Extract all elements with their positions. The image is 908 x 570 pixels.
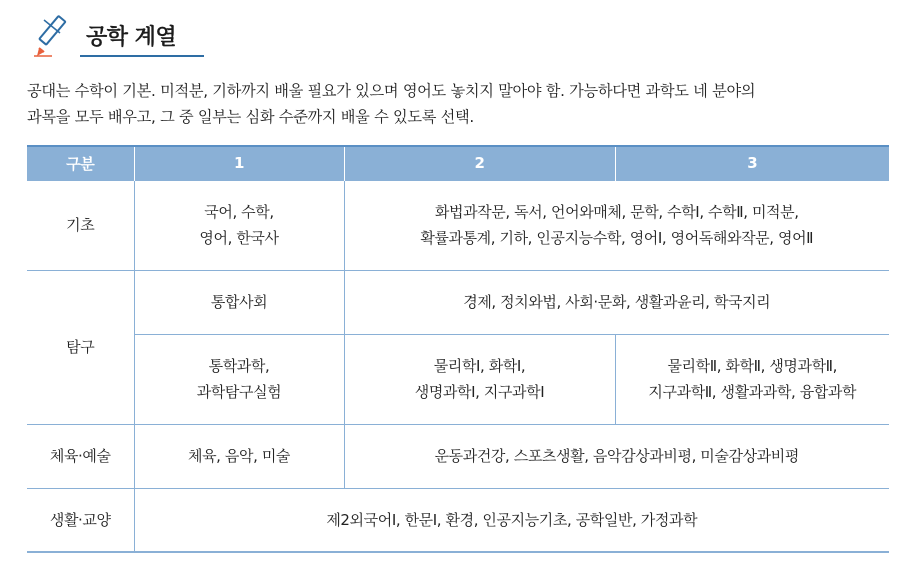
section-heading: [30, 12, 205, 58]
header-col-1: 1: [134, 146, 344, 180]
header-col-3: 3: [615, 146, 889, 180]
cell-line: 지구과학Ⅱ, 생활과과학, 융합과학: [648, 383, 857, 401]
intro-line: 공대는 수학이 기본. 미적분, 기하까지 배울 필요가 있으며 영어도 놓치지 말아야 함. 가능하다면 과학도 네 분야의: [27, 82, 756, 100]
table-cell: 운동과건강, 스포츠생활, 음악감상과비평, 미술감상과비평: [344, 424, 889, 488]
table-cell: [344, 334, 615, 424]
intro-paragraph: [27, 78, 897, 130]
table-cell: 체육, 음악, 미술: [134, 424, 344, 488]
cell-line: 생명과학Ⅰ, 지구과학Ⅰ: [414, 383, 545, 401]
table-row-inquiry-science: [27, 334, 889, 424]
intro-line: 과목을 모두 배우고, 그 중 일부는 심화 수준까지 배울 수 있도록 선택.: [27, 108, 474, 126]
category-cell: 탐구: [27, 270, 134, 424]
table-cell: [615, 334, 889, 424]
cell-line: 물리학Ⅰ, 화학Ⅰ,: [433, 357, 526, 375]
cell-line: 통학과학,: [208, 357, 270, 375]
header-col-2: 2: [344, 146, 615, 180]
table-row-basic: [27, 180, 889, 270]
header-category: 구분: [27, 146, 134, 180]
table-cell: [134, 180, 344, 270]
table-cell: [134, 334, 344, 424]
table-header-row: [27, 146, 889, 180]
curriculum-table: [27, 145, 889, 553]
cell-line: 화법과작문, 독서, 언어와매체, 문학, 수학Ⅰ, 수학Ⅱ, 미적분,: [434, 203, 799, 221]
page-title: 공학 계열: [86, 25, 177, 50]
table-cell: 통합사회: [134, 270, 344, 334]
category-cell: 생활·교양: [27, 488, 134, 552]
table-cell: 제2외국어Ⅰ, 한문Ⅰ, 환경, 인공지능기초, 공학일반, 가정과학: [134, 488, 889, 552]
cell-line: 영어, 한국사: [199, 229, 279, 247]
table-row-life: [27, 488, 889, 552]
table-cell: 경제, 정치와법, 사회·문화, 생활과윤리, 학국지리: [344, 270, 889, 334]
category-cell: 기초: [27, 180, 134, 270]
cell-line: 국어, 수학,: [204, 203, 274, 221]
table-row-inquiry-social: [27, 270, 889, 334]
category-cell: 체육·예술: [27, 424, 134, 488]
cell-line: 확률과통계, 기하, 인공지능수학, 영어Ⅰ, 영어독해와작문, 영어Ⅱ: [420, 229, 814, 247]
cell-line: 물리학Ⅱ, 화학Ⅱ, 생명과학Ⅱ,: [667, 357, 838, 375]
table-cell: [344, 180, 889, 270]
table-row-pe-arts: [27, 424, 889, 488]
title-underline: [80, 55, 204, 57]
pencil-icon: [30, 12, 76, 58]
cell-line: 과학탐구실험: [196, 383, 282, 401]
